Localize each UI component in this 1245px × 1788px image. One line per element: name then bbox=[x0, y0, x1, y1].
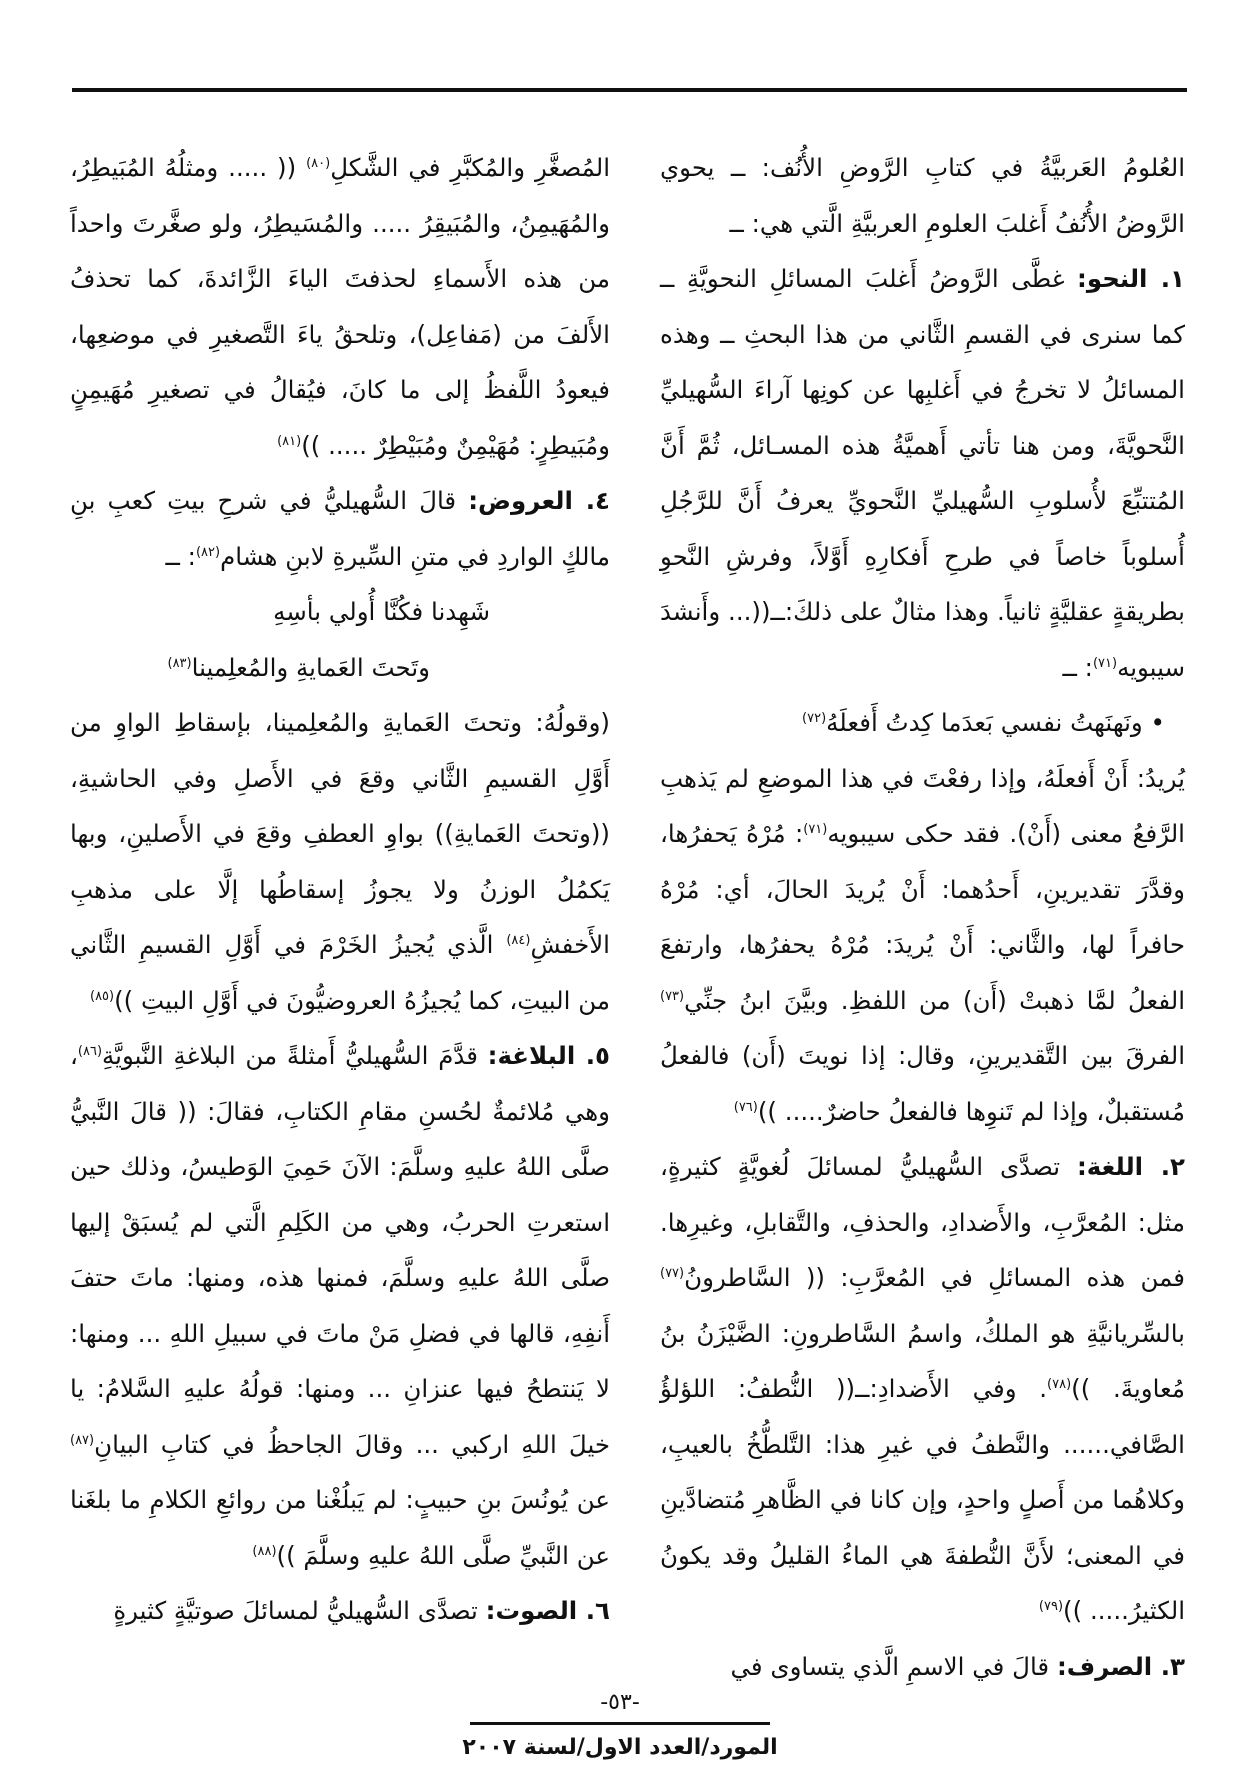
paragraph-arud bbox=[70, 473, 610, 584]
paragraph-nahw bbox=[660, 251, 1185, 695]
footnote-ref: (٧٦) bbox=[733, 1099, 758, 1115]
paragraph-lugha bbox=[660, 1139, 1185, 1639]
paragraph-balagha bbox=[70, 1028, 610, 1583]
footnote-ref: (٧٣) bbox=[660, 988, 685, 1004]
body-text: قدَّمَ السُّهيليُّ أَمثلةً من البلاغةِ النَّبويَّةِ bbox=[102, 1041, 478, 1070]
body-text: (( ..... ومثلُهُ المُبَيطِرُ، والمُهَيمِنُ، والمُبَيقِرُ ..... والمُسَيطِرُ، ولو صغَّرتَ واحداً من هذه الأَسماءِ لحذفتَ الياءَ الزَّائدةَ، كما تحذفُ الأَلفَ من (مَفاعِل)، وتلحقُ ياءَ التَّصغيرِ في موضعِها، فيعودُ اللَّفظُ إلى ما كانَ، فيُقالُ في تصغيرِ مُهَيمِنٍ ومُبَيطِرٍ: مُهَيْمِنٌ ومُبَيْطِرٌ ..... )) bbox=[70, 153, 610, 460]
section-heading-arud: ٤. العروض: bbox=[468, 486, 610, 515]
body-text: (وقولُهُ: وتحتَ العَمايةِ والمُعلِمينا، بإسقاطِ الواوِ من أَوَّلِ القسيمِ الثَّاني وقعَ في الأَصلِ وفي الحاشيةِ، ((وتحتَ العَمايةِ)) بواوِ العطفِ وقعَ في الأَصلينِ، وبها يَكمُلُ الوزنُ ولا يجوزُ إسقاطُها إلَّا على مذهبِ الأَخفشِ bbox=[70, 708, 610, 959]
footnote-ref: (٨٣) bbox=[167, 655, 192, 671]
footnote-ref: (٧٢) bbox=[802, 710, 827, 726]
section-heading-balagha: ٥. البلاغة: bbox=[487, 1041, 610, 1070]
body-text: يُريدُ: أَنْ أَفعلَهُ، وإذا رفعْتَ في هذا الموضعِ لم يَذهبِ الرَّفعُ معنى (أَنْ). فقد حكى سيبويه bbox=[660, 763, 1185, 848]
paragraph-sarf-cont bbox=[70, 140, 610, 473]
footnote-ref: (٨٤) bbox=[506, 932, 531, 948]
body-text: تصدَّى السُّهيليُّ لمسائلَ لُغويَّةٍ كثيرةٍ، مثل: المُعرَّبِ، والأَضدادِ، والحذفِ، والتَّقابلِ، وغيرِها. فمن هذه المسائلِ في المُعرَّبِ: (( السَّاطرونُ bbox=[660, 1152, 1185, 1292]
body-text: تصدَّى السُّهيليُّ لمسائلَ صوتيَّةٍ كثيرةٍ bbox=[113, 1596, 478, 1625]
footnote-ref: (٨٠) bbox=[306, 155, 331, 171]
top-rule bbox=[72, 88, 1187, 92]
body-text: بالسِّريانيَّةِ هو الملكُ، واسمُ السَّاطرونِ: الضَّيْزَنُ بنُ مُعاويةَ. )) bbox=[660, 1318, 1185, 1403]
right-column bbox=[660, 140, 1186, 1681]
body-text: غطَّى الرَّوضُ أَغلبَ المسائلِ النحويَّةِ ــ كما سنرى في القسمِ الثَّاني من هذا البحثِ ــ وهذه المسائلُ لا تخرجُ في أَغلبِها عن كونِها آراءَ السُّهيليِّ النَّحويَّةَ، ومن هنا تأتي أَهميَّةُ هذه المسـائل، ثُمَّ أَنَّ المُتتبِّعَ لأُسلوبِ السُّهيليِّ النَّحويِّ يعرفُ أَنَّ للرَّجُلِ أُسلوباً خاصاً في طرحِ أَفكارِهِ أَوَّلاً، وفرشِ النَّحوِ بطريقةٍ عقليَّةٍ ثانياً. وهذا مثالٌ على ذلكَ:ــ((... وأَنشدَ سيبويه bbox=[660, 264, 1185, 682]
footnote-ref: (٧٩) bbox=[1038, 1598, 1064, 1614]
footnote-ref: (٧٧) bbox=[660, 1265, 685, 1281]
section-heading-sarf: ٣. الصرف: bbox=[1056, 1651, 1185, 1681]
verse-text: • ونَهنَهتُ نفسي بَعدَما كِدتُ أَفعلَهُ bbox=[826, 708, 1165, 737]
body-text: قالَ في الاسمِ الَّذي يتساوى في bbox=[730, 1651, 1050, 1681]
body-text: المُصغَّرِ والمُكبَّرِ في الشَّكلِ bbox=[330, 153, 611, 182]
footnote-ref: (٨٢) bbox=[195, 544, 221, 560]
section-heading-sawt: ٦. الصوت: bbox=[485, 1596, 610, 1625]
body-text: : ــ bbox=[1062, 652, 1093, 682]
journal-footer: المورد/العدد الاول/لسنة ٢٠٠٧ bbox=[462, 1735, 778, 1760]
verse-text: وتَحتَ العَمايةِ والمُعلِمينا bbox=[191, 652, 430, 682]
body-text: الفرقَ بين التَّقديرينِ، وقال: إذا نويتَ (أَن) فالفعلُ مُستقبلٌ، وإذا لم تَنوِها فالفعلُ حاضرٌ..... )) bbox=[660, 1041, 1185, 1126]
body-text: قالَ السُّهيليُّ في شرحِ بيتِ كعبِ بنِ مالكٍ الواردِ في متنِ السِّيرةِ لابنِ هشام bbox=[70, 486, 610, 571]
footnote-ref: (٧٨) bbox=[1047, 1376, 1072, 1392]
footnote-ref: (٧١) bbox=[1092, 655, 1118, 671]
paragraph-sarf bbox=[660, 1639, 1185, 1695]
paragraph-nahw-cont bbox=[660, 751, 1185, 1140]
footnote-ref: (٨٨) bbox=[252, 1543, 277, 1559]
verse-text: شَهِدنا فكُنَّا أُولي بأسِهِ bbox=[273, 597, 490, 626]
body-text: ، وهي مُلائمةٌ لحُسنِ مقامِ الكتابِ، فقالَ: (( قالَ النَّبيُّ صلَّى اللهُ عليهِ وسلَّمَ: الآنَ حَمِيَ الوَطيسُ، وذلك حين استعرتِ الحربُ، وهي من الكَلِمِ الَّتي لم يُسبَقْ إليها صلَّى اللهُ عليهِ وسلَّمَ، فمنها هذه، ومنها: ماتَ حتفَ أَنفِهِ، قالها في فضلِ مَنْ ماتَ في سبيلِ اللهِ ... ومنها: لا يَنتطحُ فيها عنزانِ ... ومنها: قولُهُ عليهِ السَّلامُ: يا خيلَ اللهِ اركبي ... وقالَ الجاحظُ في كتابِ البيانِ bbox=[70, 1041, 610, 1459]
verse-line-second bbox=[70, 640, 610, 696]
body-text: . وفي الأَضدادِ:ــ(( النُّطفُ: اللؤلؤُ الصَّافي...... والنَّطفُ في غيرِ هذا: التَّلطُّخُ بالعيبِ، وكلاهُما من أَصلٍ واحدٍ، وإن كانا في الظَّاهرِ مُتضادَّينِ في المعنى؛ لأَنَّ النُّطفةَ هي الماءُ القليلُ وقد يكونُ الكثيرُ..... )) bbox=[660, 1374, 1185, 1625]
footnote-ref: (٨٦) bbox=[77, 1043, 103, 1059]
section-heading-nahw: ١. النحو: bbox=[1077, 264, 1185, 293]
verse-line bbox=[660, 695, 1185, 751]
section-heading-lugha: ٢. اللغة: bbox=[1076, 1152, 1186, 1181]
paragraph-sawt bbox=[70, 1583, 610, 1639]
body-text: : مُرْهُ يَحفرُها، وقدَّرَ تقديرينِ، أَحدُهما: أَنْ يُريدَ الحالَ، أي: مُرْهُ حافراً لها، والثَّاني: أَنْ يُريدَ: مُرْهُ يحفرُها، وارتفعَ الفعلُ لمَّا ذهبتْ (أَن) من اللفظِ. وبيَّنَ ابنُ جنِّي bbox=[660, 819, 1185, 1015]
paragraph-intro bbox=[660, 140, 1185, 251]
body-text: الَّذي يُجيزُ الخَرْمَ في أَوَّلِ القسيمِ الثَّاني من البيتِ، كما يُجيزُهُ العروضيُّونَ في أَوَّلِ البيتِ )) bbox=[70, 930, 610, 1015]
intro-text: العُلومُ العَربيَّةُ في كتابِ الرَّوضِ الأُنُف: ــ يحوي الرَّوضُ الأُنُفُ أَغلبَ العلومِ العربيَّةِ الَّتي هي: ــ bbox=[660, 153, 1185, 238]
paragraph-arud-cont bbox=[70, 695, 610, 1028]
body-text: عن يُونُسَ بنِ حبيبٍ: لم يَبلُغْنا من روائعِ الكلامِ ما بلغَنا عن النَّبيِّ صلَّى اللهُ عليهِ وسلَّمَ )) bbox=[70, 1485, 610, 1570]
footer-rule bbox=[470, 1722, 770, 1725]
body-text: : ــ bbox=[165, 541, 196, 571]
footnote-ref: (٧١) bbox=[803, 821, 828, 837]
footnote-ref: (٨٧) bbox=[70, 1432, 95, 1448]
page-number: -٥٣- bbox=[600, 1690, 640, 1715]
footnote-ref: (٨٥) bbox=[90, 988, 115, 1004]
verse-line-first bbox=[70, 584, 610, 640]
footnote-ref: (٨١) bbox=[277, 433, 302, 449]
left-column bbox=[70, 140, 610, 1630]
